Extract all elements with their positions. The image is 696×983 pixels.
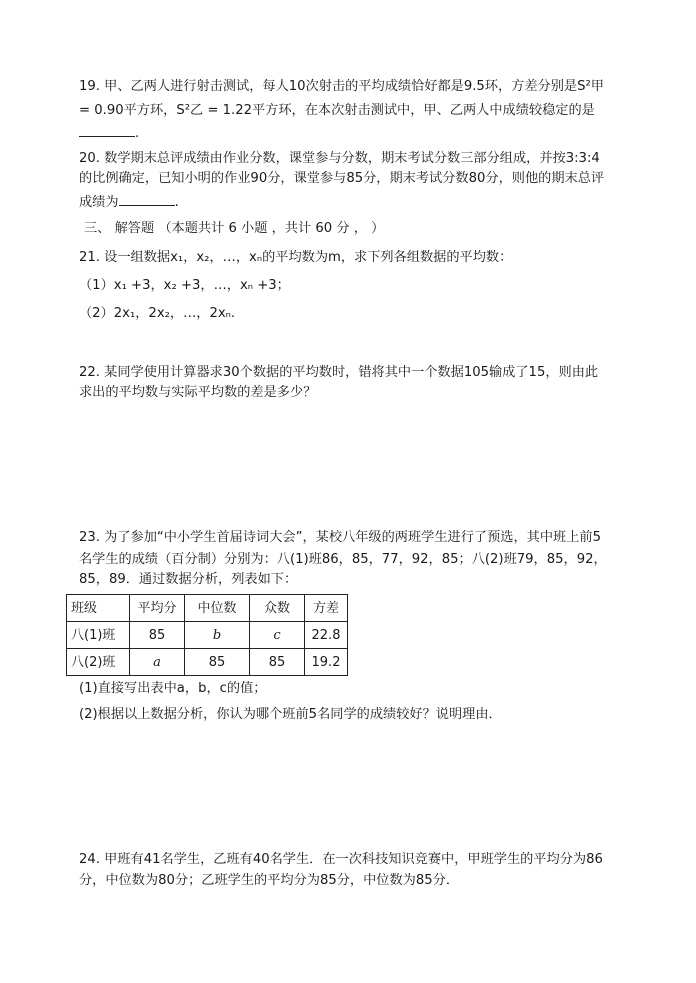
q19-period: . [135, 126, 140, 141]
table-cell: 22.8 [305, 622, 348, 649]
table-header-cell: 中位数 [185, 595, 250, 622]
answer-blank-20[interactable] [119, 193, 175, 206]
q20-suffix: . [174, 195, 179, 210]
q23-line2: 名学生的成绩（百分制）分别为：八(1)班86，85，77，92，85；八(2)班79，85，92， [79, 552, 607, 567]
table-cell: 八(2)班 [67, 649, 130, 676]
q21-stem: 21. 设一组数据x₁，x₂，…，xₙ的平均数为m，求下列各组数据的平均数： [79, 250, 513, 265]
table-cell: 85 [185, 649, 250, 676]
q21-part2: （2）2x₁，2x₂，…，2xₙ. [79, 306, 236, 321]
q21-part1: （1）x₁ +3，x₂ +3，…，xₙ +3； [79, 278, 290, 293]
table-header-cell: 班级 [67, 595, 130, 622]
table-cell: c [250, 622, 305, 649]
table-cell: 85 [250, 649, 305, 676]
q23-line1: 23. 为了参加“中小学生首届诗词大会”，某校八年级的两班学生进行了预选，其中班上前5 [79, 530, 601, 545]
table-row [67, 649, 348, 676]
table-header-cell: 平均分 [130, 595, 185, 622]
q24-line2: 分，中位数为80分；乙班学生的平均分为85分，中位数为85分． [79, 873, 460, 888]
q20-line1: 20. 数学期末总评成绩由作业分数，课堂参与分数，期末考试分数三部分组成，并按3:3:4 [79, 151, 600, 166]
table-cell: a [130, 649, 185, 676]
table-cell: 19.2 [305, 649, 348, 676]
table-header-cell: 方差 [305, 595, 348, 622]
table-header-cell: 众数 [250, 595, 305, 622]
q19-line2: = 0.90平方环，S²乙 = 1.22平方环，在本次射击测试中，甲、乙两人中成绩较稳定的是 [79, 103, 595, 118]
table-cell: b [185, 622, 250, 649]
q19-line1: 19. 甲、乙两人进行射击测试，每人10次射击的平均成绩恰好都是9.5环，方差分别是S²甲 [79, 79, 604, 94]
q20-line3 [79, 193, 179, 209]
q23-line3: 85，89．通过数据分析，列表如下： [79, 572, 298, 587]
table-cell: 85 [130, 622, 185, 649]
q22-line1: 22. 某同学使用计算器求30个数据的平均数时，错将其中一个数据105输成了15，则由此 [79, 365, 599, 380]
q23-part2: (2)根据以上数据分析，你认为哪个班前5名同学的成绩较好？说明理由． [79, 707, 502, 722]
q24-line1: 24. 甲班有41名学生，乙班有40名学生．在一次科技知识竞赛中，甲班学生的平均分为86 [79, 852, 603, 867]
q22-line2: 求出的平均数与实际平均数的差是多少？ [79, 385, 317, 400]
stats-table [66, 594, 348, 676]
q20-line2: 的比例确定，已知小明的作业90分，课堂参与85分，期末考试分数80分，则他的期末总评 [79, 171, 605, 186]
q20-prefix: 成绩为 [79, 195, 119, 210]
table-header-row [67, 595, 348, 622]
section-heading: 三、 解答题 （本题共计 6 小题 ，共计 60 分 ， ） [84, 221, 385, 236]
table-cell: 八(1)班 [67, 622, 130, 649]
q19-line3 [79, 124, 139, 140]
q23-part1: (1)直接写出表中a，b，c的值； [79, 681, 267, 696]
table-row [67, 622, 348, 649]
answer-blank-19[interactable] [79, 124, 135, 137]
